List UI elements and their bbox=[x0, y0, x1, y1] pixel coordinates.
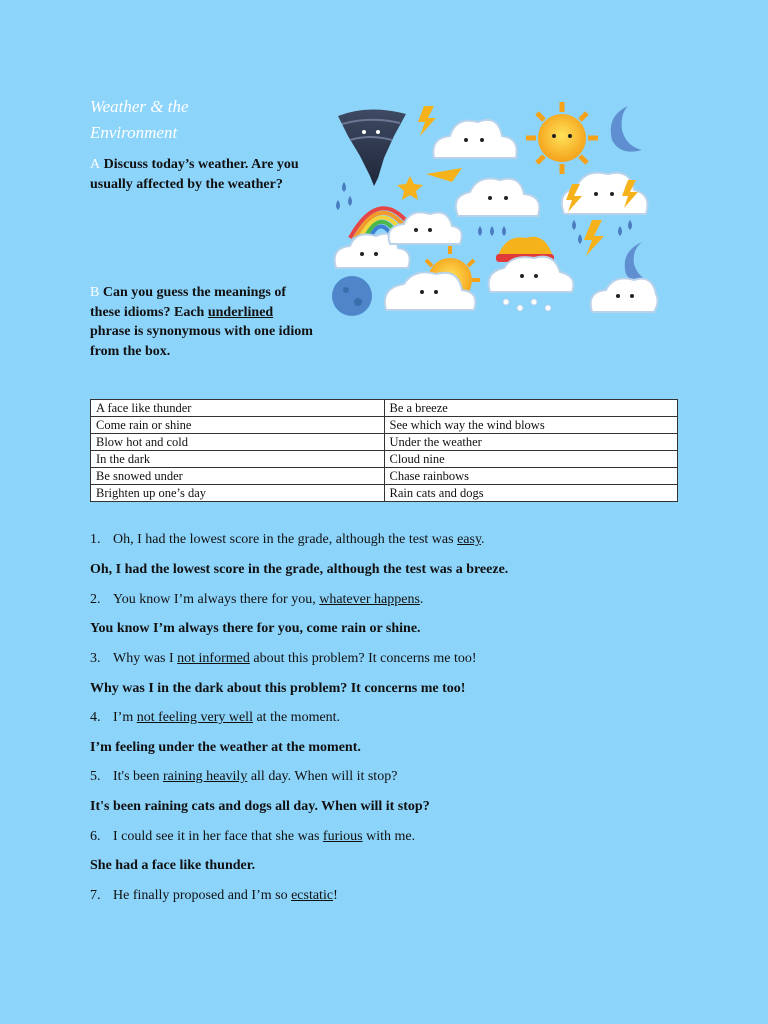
table-row bbox=[91, 417, 678, 434]
raindrops-icon bbox=[336, 182, 352, 210]
idiom-cell: Blow hot and cold bbox=[91, 434, 385, 451]
full-moon-icon bbox=[332, 276, 372, 316]
exercise-answer-6: She had a face like thunder. bbox=[90, 858, 256, 873]
item-text-before: He finally proposed and I’m so bbox=[113, 888, 288, 903]
section-b-text-after: phrase is synonymous with one idiom from the box. bbox=[90, 324, 313, 359]
shooting-star-icon bbox=[397, 168, 462, 200]
item-number: 4. bbox=[90, 710, 101, 725]
item-underlined-phrase: raining heavily bbox=[162, 769, 248, 784]
item-text-after: about this problem? It concerns me too! bbox=[253, 651, 477, 666]
exercise-answer-1: Oh, I had the lowest score in the grade, although the test was a breeze. bbox=[90, 562, 509, 577]
item-text-after: . bbox=[481, 532, 485, 547]
item-number: 1. bbox=[90, 532, 101, 547]
item-underlined-phrase: whatever happens bbox=[319, 592, 420, 607]
exercise-item-3 bbox=[90, 651, 477, 667]
idiom-cell: Brighten up one’s day bbox=[91, 485, 385, 502]
item-text-after: at the moment. bbox=[256, 710, 341, 725]
exercise-item-7 bbox=[90, 888, 338, 904]
moon-icon bbox=[625, 242, 652, 284]
table-row bbox=[91, 468, 678, 485]
title-line-2: Environment bbox=[90, 123, 178, 142]
idiom-cell: A face like thunder bbox=[91, 400, 385, 417]
exercise-item-4 bbox=[90, 710, 340, 726]
section-a-text: Discuss today’s weather. Are you usually affected by the weather? bbox=[90, 157, 299, 192]
section-b-letter: B bbox=[90, 285, 100, 300]
table-row bbox=[91, 485, 678, 502]
weather-illustration bbox=[330, 96, 660, 322]
idiom-cell: Be snowed under bbox=[91, 468, 385, 485]
cloud-icon bbox=[456, 179, 540, 217]
exercise-answer-5: It's been raining cats and dogs all day. When will it stop? bbox=[90, 799, 430, 814]
exercise-item-1 bbox=[90, 532, 485, 548]
item-number: 3. bbox=[90, 651, 101, 666]
idiom-cell: Under the weather bbox=[384, 434, 678, 451]
section-b-underlined-word: underlined bbox=[207, 304, 274, 320]
idiom-cell: Be a breeze bbox=[384, 400, 678, 417]
exercise-item-6 bbox=[90, 829, 415, 845]
moon-icon bbox=[611, 106, 642, 152]
title-line-1: Weather & the bbox=[90, 97, 189, 116]
idioms-table bbox=[90, 399, 678, 502]
item-number: 2. bbox=[90, 592, 101, 607]
cloud-icon bbox=[591, 278, 658, 312]
table-row bbox=[91, 400, 678, 417]
item-number: 6. bbox=[90, 829, 101, 844]
item-text-before: I’m bbox=[113, 710, 134, 725]
sun-icon bbox=[526, 102, 598, 174]
idiom-cell: Chase rainbows bbox=[384, 468, 678, 485]
idiom-cell: See which way the wind blows bbox=[384, 417, 678, 434]
item-number: 7. bbox=[90, 888, 101, 903]
item-text-before: Oh, I had the lowest score in the grade, although the test was bbox=[113, 532, 454, 547]
page-title bbox=[90, 94, 310, 146]
item-underlined-phrase: easy bbox=[457, 532, 482, 547]
section-a-prompt bbox=[90, 155, 315, 194]
exercise-item-5 bbox=[90, 769, 397, 785]
section-b-prompt bbox=[90, 283, 315, 361]
storm-cloud-icon bbox=[562, 173, 648, 256]
item-text-before: Why was I bbox=[113, 651, 174, 666]
exercise-item-2 bbox=[90, 592, 423, 608]
item-text-after: with me. bbox=[366, 829, 416, 844]
item-underlined-phrase: ecstatic bbox=[291, 888, 334, 903]
item-underlined-phrase: not informed bbox=[177, 651, 250, 666]
item-text-before: I could see it in her face that she was bbox=[113, 829, 320, 844]
idiom-cell: In the dark bbox=[91, 451, 385, 468]
idiom-cell: Rain cats and dogs bbox=[384, 485, 678, 502]
table-row bbox=[91, 434, 678, 451]
raindrops-icon bbox=[572, 220, 632, 244]
tornado-icon bbox=[338, 109, 406, 186]
item-text-after: . bbox=[419, 592, 424, 607]
table-row bbox=[91, 451, 678, 468]
exercise-answer-4: I’m feeling under the weather at the moment. bbox=[90, 740, 361, 755]
cloud-icon bbox=[433, 120, 516, 158]
exercise-answer-3: Why was I in the dark about this problem? It concerns me too! bbox=[90, 681, 466, 696]
item-text-after: all day. When will it stop? bbox=[250, 769, 398, 784]
raindrops-icon bbox=[478, 226, 506, 236]
item-text-before: You know I’m always there for you, bbox=[113, 592, 316, 607]
exercise-answer-2: You know I’m always there for you, come rain or shine. bbox=[90, 621, 421, 636]
item-underlined-phrase: not feeling very well bbox=[136, 710, 253, 725]
item-text-before: It's been bbox=[113, 769, 160, 784]
lightning-icon bbox=[418, 106, 436, 136]
item-number: 5. bbox=[90, 769, 101, 784]
idiom-cell: Come rain or shine bbox=[91, 417, 385, 434]
section-a-letter: A bbox=[90, 157, 101, 172]
cloud-with-hat-icon bbox=[489, 237, 574, 311]
section-b-text-before: Can you guess the meanings of these idioms? Each bbox=[90, 285, 287, 320]
item-underlined-phrase: furious bbox=[322, 829, 363, 844]
item-text-after: ! bbox=[333, 888, 338, 903]
idiom-cell: Cloud nine bbox=[384, 451, 678, 468]
